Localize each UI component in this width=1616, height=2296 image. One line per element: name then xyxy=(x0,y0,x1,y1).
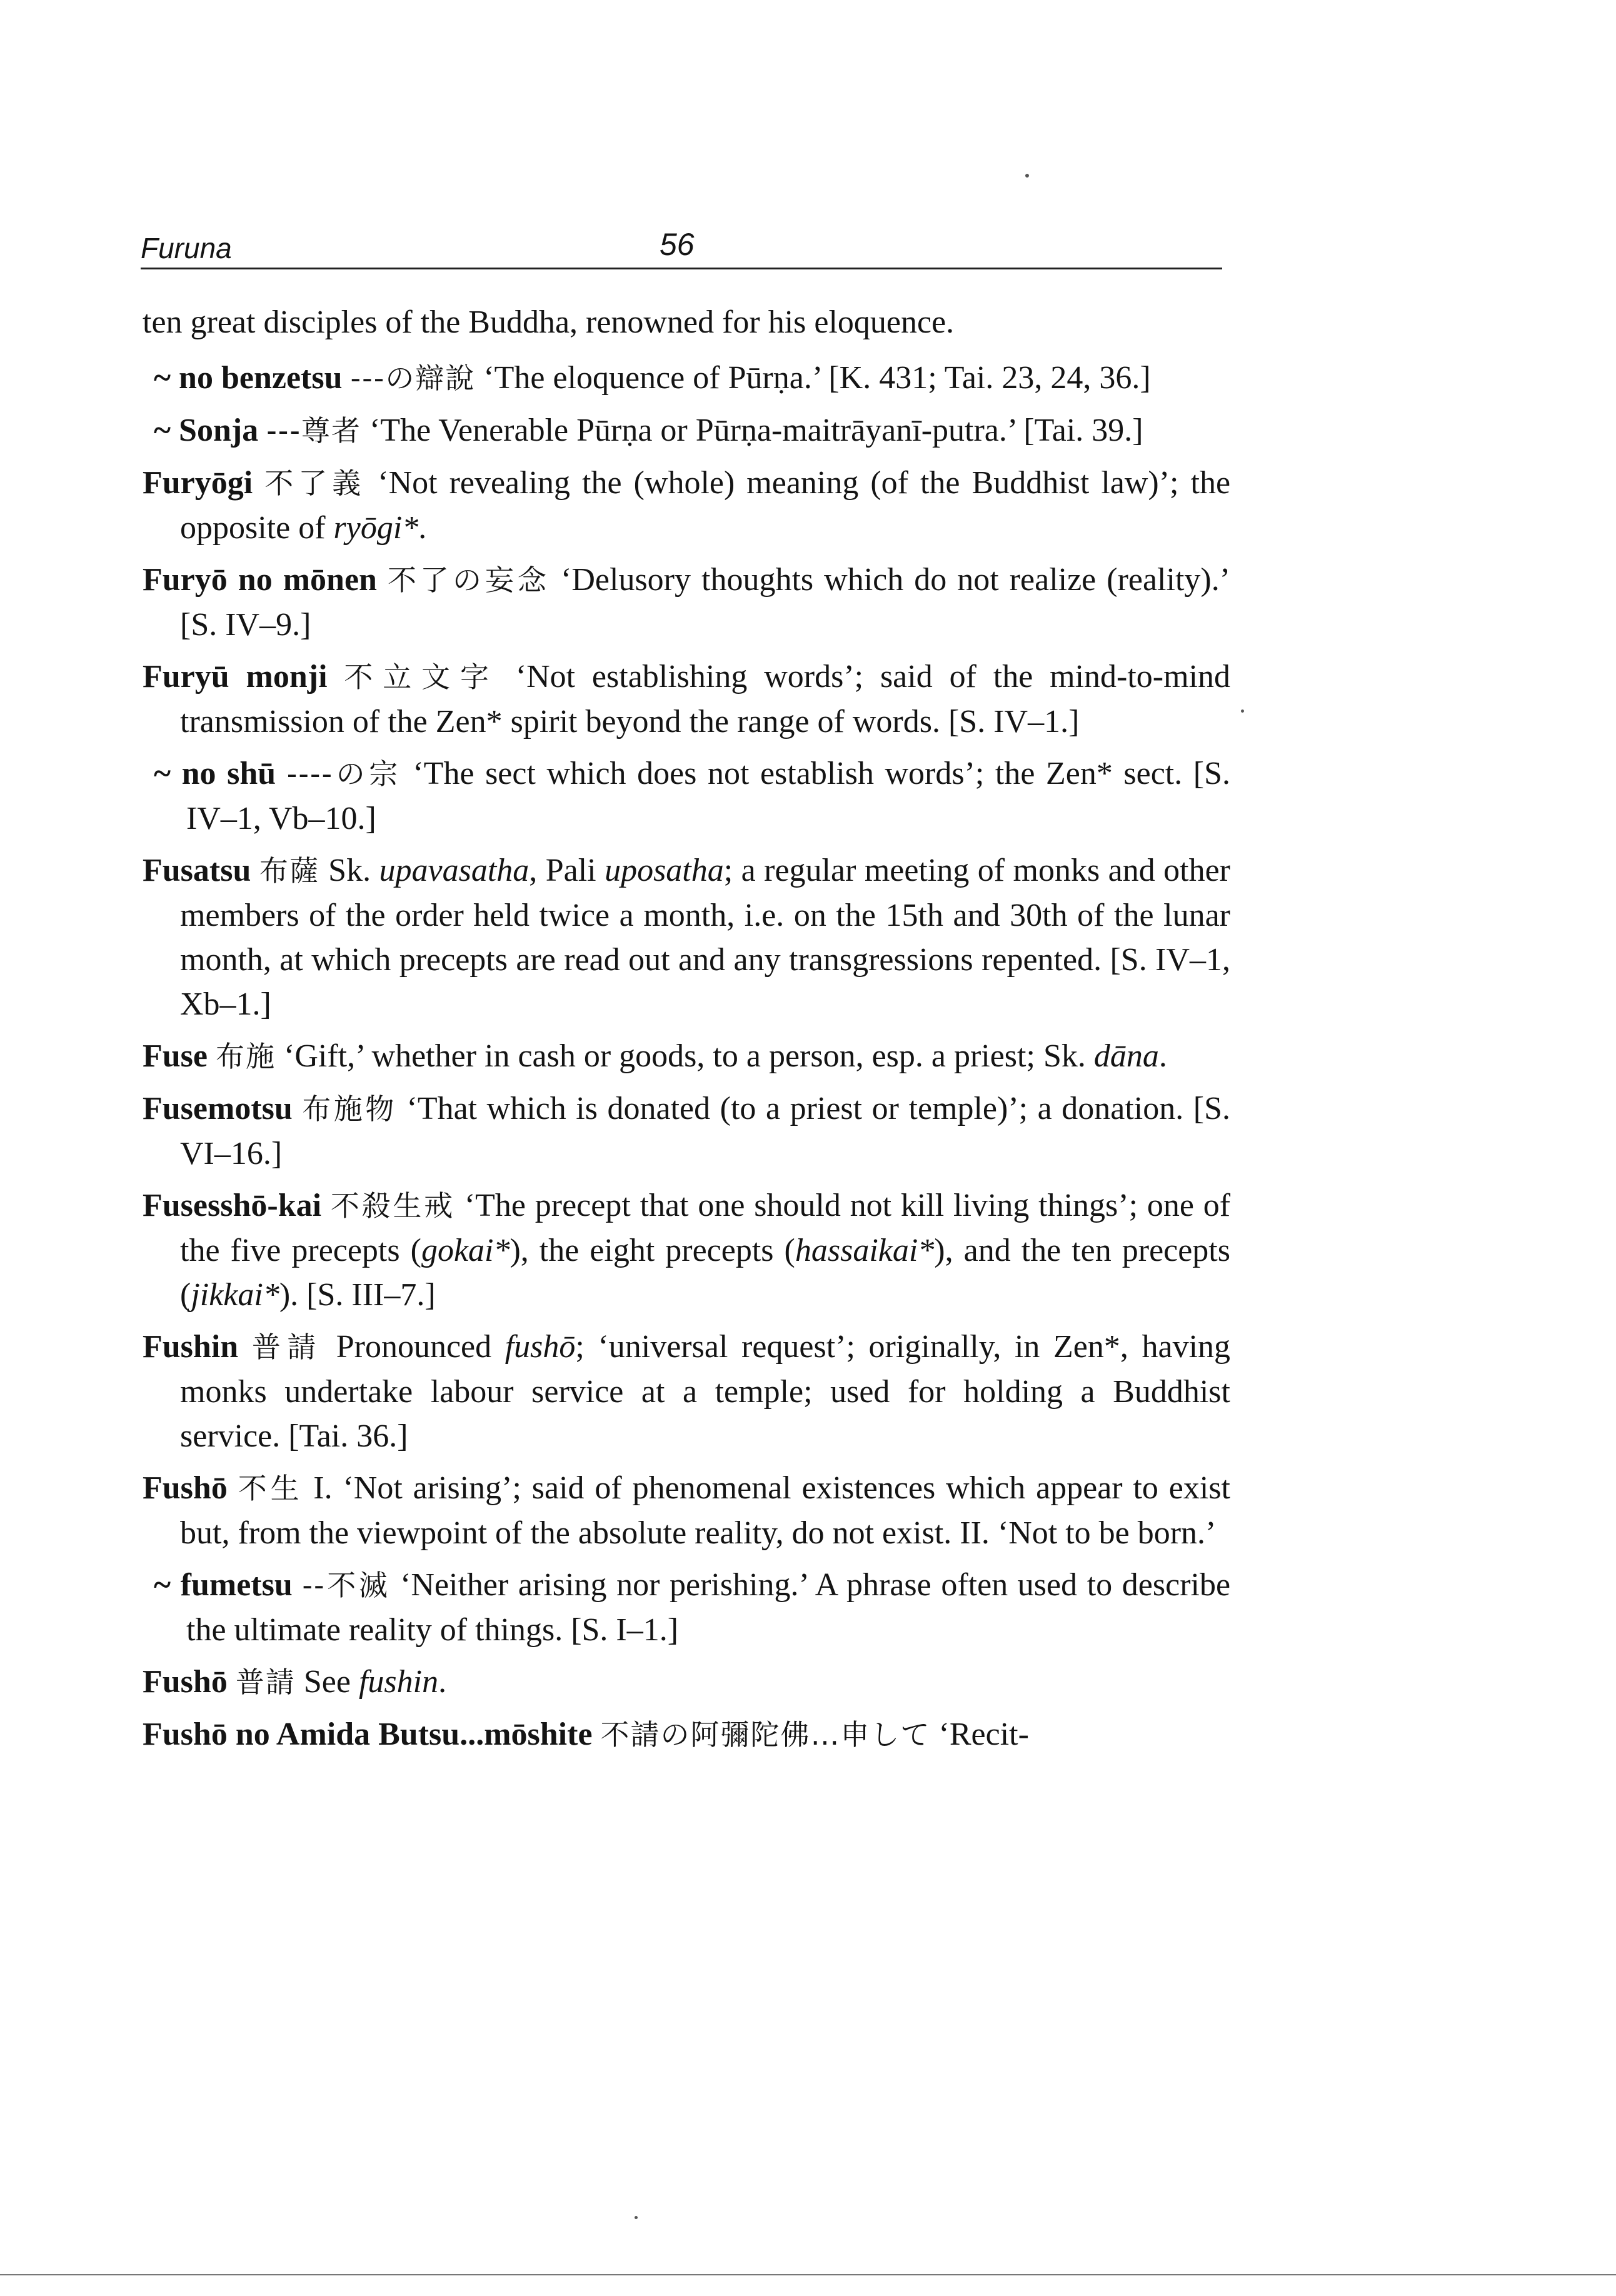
entry-definition-tail: . xyxy=(418,510,427,546)
entry-crossref: fushin xyxy=(358,1664,439,1700)
entry-fusho xyxy=(143,1466,1230,1555)
entry-definition: ten great disciples of the Buddha, renowned for his eloquence. xyxy=(143,304,955,340)
entry-headword: Fushin xyxy=(143,1329,239,1365)
entry-definition: ‘The precept that one should not kill living things’; one of the five precepts ( xyxy=(180,1188,1231,1268)
entry-kanji: 不立文字 xyxy=(344,660,499,694)
entry-kanji: ---の辯說 xyxy=(350,361,476,395)
entry-headword: Fushō no Amida Butsu...mōshite xyxy=(143,1717,593,1752)
entry-definition: ‘That which is donated (to a priest or temple)’; a donation. [S. VI–16.] xyxy=(180,1091,1231,1171)
entry-headword: no benzetsu xyxy=(179,360,343,396)
entry-definition: ‘The eloquence of Pūrṇa.’ [K. 431; Tai. 23, 24, 36.] xyxy=(483,360,1151,396)
entry-kanji: ----の宗 xyxy=(286,757,402,791)
entry-kanji: 普請 xyxy=(235,1665,296,1699)
entry-definition: ‘Not revealing the (whole) meaning (of the Buddhist law)’; the opposite of xyxy=(180,465,1231,546)
entry-furyu-monji xyxy=(143,654,1230,744)
entry-headword: Furyōgi xyxy=(143,465,253,501)
entry-definition-tail: , Pali xyxy=(529,853,605,888)
entry-fusho-see-fushin xyxy=(143,1660,1230,1705)
entry-headword: fumetsu xyxy=(180,1567,293,1603)
entry-headword: no shū xyxy=(181,756,276,791)
entry-sanskrit-term: dāna xyxy=(1093,1038,1159,1074)
scan-speck xyxy=(635,2216,638,2219)
entry-kanji: --不滅 xyxy=(302,1568,391,1602)
entry-definition-tail: ; ‘universal request’; originally, in Zen*, having monks undertake labour service at a temple; used for holding a Buddhist service. [Tai. 36.] xyxy=(180,1329,1231,1454)
tilde-symbol: ~ xyxy=(154,756,171,791)
entry-crossref: jikkai* xyxy=(191,1277,279,1313)
entry-furyo-no-monen xyxy=(143,558,1230,647)
tilde-symbol: ~ xyxy=(154,360,171,396)
tilde-symbol: ~ xyxy=(154,1567,171,1603)
entry-definition-tail: ). [S. III–7.] xyxy=(279,1277,436,1313)
entry-crossref: hassaikai* xyxy=(795,1233,935,1268)
entry-headword: Sonja xyxy=(179,413,259,448)
entry-pali-term: uposatha xyxy=(605,853,724,888)
header-rule xyxy=(141,268,1222,269)
scan-speck xyxy=(1025,174,1029,178)
entry-definition-tail: . xyxy=(1158,1038,1167,1074)
entry-crossref: fushō xyxy=(504,1329,576,1365)
tilde-symbol: ~ xyxy=(154,413,171,448)
entry-kanji: 布薩 xyxy=(259,854,320,888)
running-head-title: Furuna xyxy=(141,232,232,264)
entry-crossref: gokai* xyxy=(421,1233,510,1268)
dictionary-body xyxy=(143,300,1230,1765)
entry-sanskrit-term: upavasatha xyxy=(379,853,529,888)
entry-kanji: 布施 xyxy=(216,1040,276,1073)
subentry-no-shu xyxy=(154,751,1230,841)
entry-headword: Fusemotsu xyxy=(143,1091,293,1126)
entry-definition-tail: ), and the ten precepts ( xyxy=(180,1233,1230,1313)
entry-headword: Fushō xyxy=(143,1664,228,1700)
scan-speck xyxy=(1241,709,1244,713)
entry-definition: ‘Gift,’ whether in cash or goods, to a person, esp. a priest; Sk. xyxy=(284,1038,1094,1074)
entry-headword: Fusesshō-kai xyxy=(143,1188,322,1223)
entry-kanji: 普請 xyxy=(251,1330,323,1364)
entry-definition-tail: ), the eight precepts ( xyxy=(509,1233,795,1268)
entry-definition: Sk. xyxy=(328,853,379,888)
entry-fusemotsu xyxy=(143,1086,1230,1176)
entry-kanji: ---尊者 xyxy=(266,414,361,448)
entry-definition-tail: ; a regular meeting of monks and other members of the order held twice a month, i.e. on the 15th and 30th of the lunar month, at which precepts are read out and any transgressions repented. [S. IV–1, Xb–1.] xyxy=(180,853,1230,1022)
entry-headword: Furyū monji xyxy=(143,659,328,694)
page-number: 56 xyxy=(660,227,695,262)
entry-fushin xyxy=(143,1325,1230,1458)
entry-definition: ‘Neither arising nor perishing.’ A phrase often used to describe the ultimate reality of things. [S. I–1.] xyxy=(186,1567,1231,1648)
entry-definition: ‘The sect which does not establish words’; the Zen* sect. [S. IV–1, Vb–10.] xyxy=(186,756,1231,836)
entry-kanji: 不請の阿彌陀佛…申して xyxy=(600,1718,931,1752)
entry-furyogi xyxy=(143,461,1230,550)
entry-fusho-no-amida xyxy=(143,1712,1230,1757)
subentry-fumetsu xyxy=(154,1563,1230,1652)
entry-headword: Furyō no mōnen xyxy=(143,562,377,598)
scan-edge-line xyxy=(0,2274,1616,2275)
entry-kanji: 布施物 xyxy=(302,1092,397,1126)
entry-definition: I. ‘Not arising’; said of phenomenal existences which appear to exist but, from the viewpoint of the absolute reality, do not exist. II. ‘Not to be born.’ xyxy=(180,1470,1230,1551)
subentry-sonja xyxy=(154,408,1230,453)
entry-definition: Pronounced xyxy=(336,1329,505,1365)
entry-kanji: 不了義 xyxy=(264,466,366,500)
entry-crossref: ryōgi* xyxy=(333,510,419,546)
entry-continuation xyxy=(143,300,1230,344)
entry-fusessho-kai xyxy=(143,1183,1230,1317)
entry-headword: Fusatsu xyxy=(143,853,251,888)
entry-definition: ‘Recit- xyxy=(938,1717,1029,1752)
entry-headword: Fushō xyxy=(143,1470,228,1506)
entry-definition: ‘The Venerable Pūrṇa or Pūrṇa-maitrāyanī-putra.’ [Tai. 39.] xyxy=(369,413,1143,448)
entry-definition: ‘Not establishing words’; said of the mind-to-mind transmission of the Zen* spirit beyond the range of words. [S. IV–1.] xyxy=(180,659,1231,739)
entry-fusatsu xyxy=(143,848,1230,1026)
entry-kanji: 不殺生戒 xyxy=(330,1189,456,1223)
entry-kanji: 不生 xyxy=(238,1471,303,1505)
entry-headword: Fuse xyxy=(143,1038,208,1074)
entry-definition-tail: . xyxy=(438,1664,447,1700)
entry-fuse xyxy=(143,1034,1230,1079)
entry-definition: ‘Delusory thoughts which do not realize (reality).’ [S. IV–9.] xyxy=(180,562,1231,643)
entry-definition: See xyxy=(303,1664,359,1700)
entry-kanji: 不了の妄念 xyxy=(387,563,551,597)
subentry-no-benzetsu xyxy=(154,356,1230,401)
